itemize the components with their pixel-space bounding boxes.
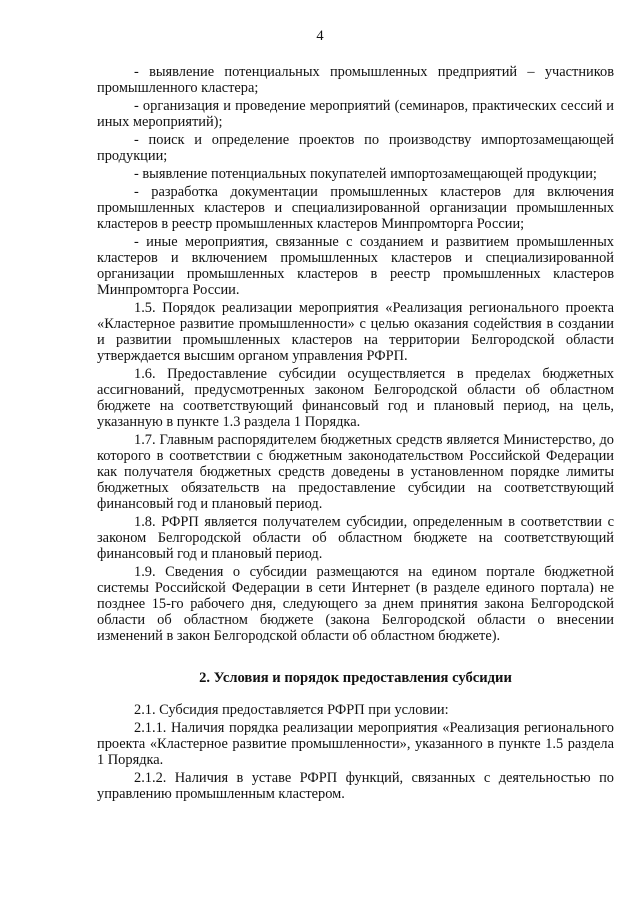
paragraph-list-item: - поиск и определение проектов по производству импортозамещающей продукции; <box>97 132 614 164</box>
paragraph-2-1: 2.1. Субсидия предоставляется РФРП при условии: <box>134 702 449 718</box>
paragraph-2-1-2: 2.1.2. Наличия в уставе РФРП функций, связанных с деятельностью по управлению промышленным кластером. <box>97 770 614 802</box>
paragraph-list-item: - выявление потенциальных покупателей импортозамещающей продукции; <box>134 166 597 182</box>
document-body <box>97 64 614 804</box>
paragraph-2-1-1: 2.1.1. Наличия порядка реализации мероприятия «Реализация регионального проекта «Кластерное развитие промышленности», указанного в пункте 1.5 раздела 1 Порядка. <box>97 720 614 768</box>
paragraph-list-item: - иные мероприятия, связанные с созданием и развитием промышленных кластеров и включением промышленных кластеров и специализированной организации промышленных кластеров в реестр промышленных кластеров Минпромторга России. <box>97 234 614 298</box>
paragraph-list-item: - организация и проведение мероприятий (семинаров, практических сессий и иных мероприятий); <box>97 98 614 130</box>
paragraph-1-7: 1.7. Главным распорядителем бюджетных средств является Министерство, до которого в соответствии с бюджетным законодательством Российской Федерации как получателя бюджетных средств доведены в установленном порядке лимиты бюджетных обязательств на предоставление субсидии на соответствующий финансовый год и плановый период. <box>97 432 614 512</box>
paragraph-list-item: - разработка документации промышленных кластеров для включения промышленных кластеров и специализированной организации промышленных кластеров в реестр промышленных кластеров Минпромторга России; <box>97 184 614 232</box>
paragraph-1-8: 1.8. РФРП является получателем субсидии, определенным в соответствии с законом Белгородской области об областном бюджете на соответствующий финансовый год и плановый период. <box>97 514 614 562</box>
paragraph-1-6: 1.6. Предоставление субсидии осуществляется в пределах бюджетных ассигнований, предусмотренных законом Белгородской области об областном бюджете на соответствующий финансовый год и плановый период, на цель, указанную в пункте 1.3 раздела 1 Порядка. <box>97 366 614 430</box>
paragraph-list-item: - выявление потенциальных промышленных предприятий – участников промышленного кластера; <box>97 64 614 96</box>
paragraph-1-9: 1.9. Сведения о субсидии размещаются на едином портале бюджетной системы Российской Федерации в сети Интернет (в разделе единого портала) не позднее 15-го рабочего дня, следующего за днем принятия закона Белгородской области об областном бюджете (закона Белгородской области о внесении изменений в закон Белгородской области об областном бюджете). <box>97 564 614 644</box>
paragraph-1-5: 1.5. Порядок реализации мероприятия «Реализация регионального проекта «Кластерное развитие промышленности» с целью оказания содействия в создании и развитии промышленных кластеров на территории Белгородской области утверждается высшим органом управления РФРП. <box>97 300 614 364</box>
section-heading: 2. Условия и порядок предоставления субсидии <box>199 670 512 686</box>
section-spacer <box>97 646 614 662</box>
page-number: 4 <box>316 28 324 44</box>
